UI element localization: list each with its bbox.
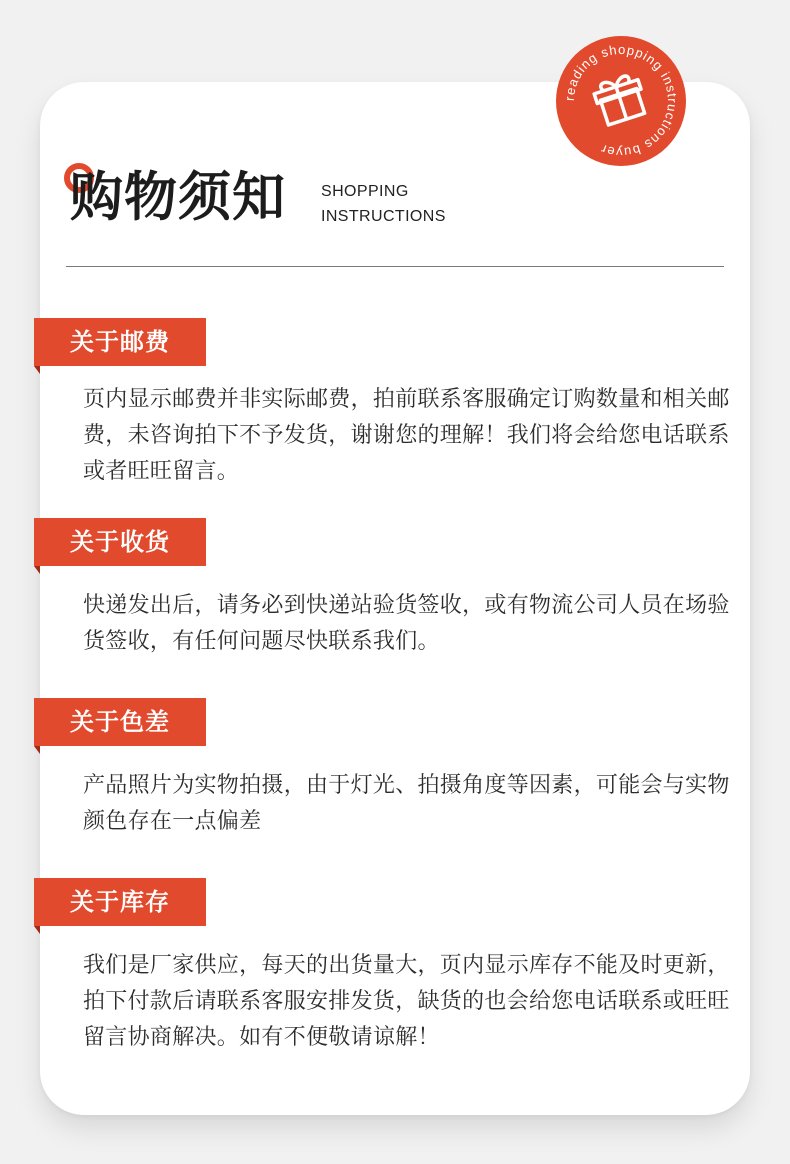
subtitle-line-1: SHOPPING <box>321 183 409 200</box>
section-title-stock: 关于库存 <box>70 888 170 916</box>
header-divider <box>66 266 724 267</box>
page-title: 购物须知 <box>70 167 286 228</box>
section-title-receiving: 关于收货 <box>70 528 170 556</box>
badge-circular-text: reading shopping instructions buyer <box>561 41 681 161</box>
section-tab-postage <box>34 318 206 366</box>
subtitle-line-2: INSTRUCTIONS <box>321 208 446 225</box>
section-body-color-difference: 产品照片为实物拍摄，由于灯光、拍摄角度等因素，可能会与实物颜色存在一点偏差 <box>83 773 730 834</box>
section-tab-receiving <box>34 518 206 566</box>
gift-icon <box>592 72 649 126</box>
section-body-receiving: 快递发出后，请务必到快递站验货签收，或有物流公司人员在场验货签收，有任何问题尽快联系我们。 <box>83 593 730 654</box>
badge-graphic <box>556 36 686 166</box>
section-tab-stock <box>34 878 206 926</box>
section-title-color-difference: 关于色差 <box>70 708 170 736</box>
section-body-postage: 页内显示邮费并非实际邮费，拍前联系客服确定订购数量和相关邮费，未咨询拍下不予发货，谢谢您的理解！我们将会给您电话联系或者旺旺留言。 <box>83 387 730 484</box>
section-tab-color-difference <box>34 698 206 746</box>
page-subtitle <box>321 179 446 229</box>
shopping-instructions-badge <box>556 36 686 166</box>
section-title-postage: 关于邮费 <box>70 328 170 356</box>
section-body-stock: 我们是厂家供应，每天的出货量大，页内显示库存不能及时更新，拍下付款后请联系客服安排发货，缺货的也会给您电话联系或旺旺留言协商解决。如有不便敬请谅解！ <box>83 953 730 1050</box>
